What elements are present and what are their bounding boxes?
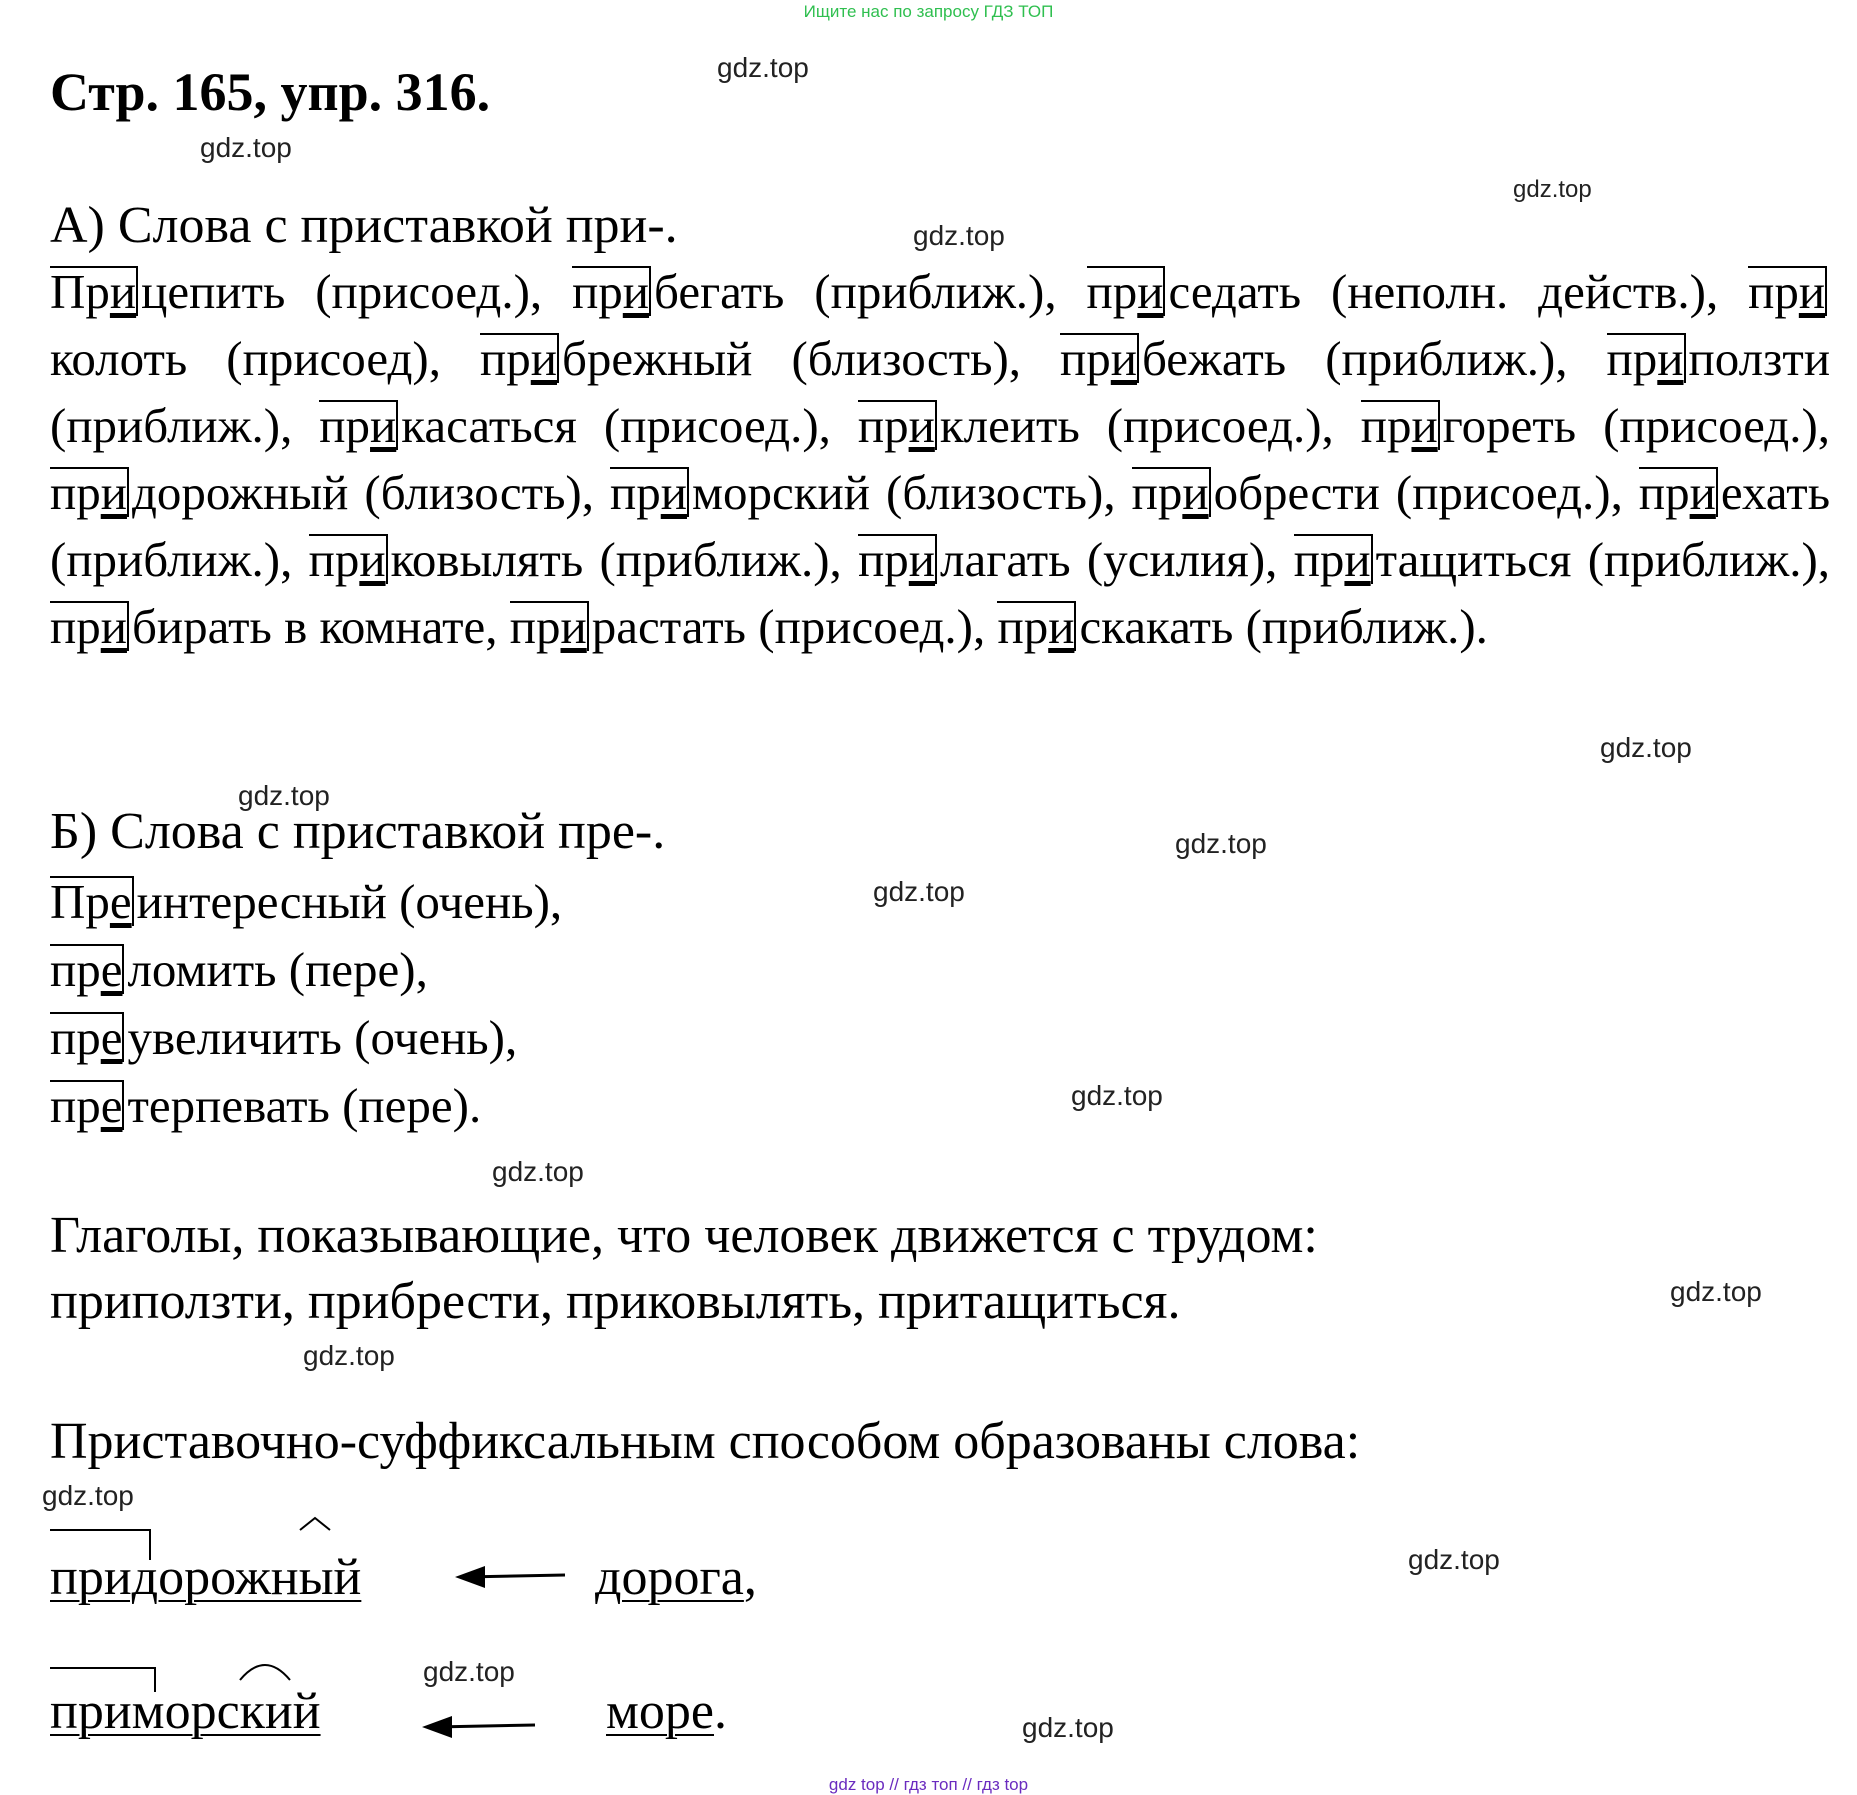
- section-b-line: [50, 1004, 517, 1071]
- derivation-heading: Приставочно-суффиксальным способом образованы слова:: [50, 1413, 1361, 1470]
- page-title: Стр. 165, упр. 316.: [50, 62, 491, 122]
- word-rest: ломить: [127, 942, 277, 997]
- word-rest: седать: [1168, 264, 1302, 319]
- word-entry: [1087, 264, 1719, 319]
- word-note: (близость): [364, 465, 582, 520]
- watermark: gdz.top: [1670, 1276, 1762, 1307]
- word-note: (усилия): [1086, 532, 1266, 587]
- prefix-vowel: и: [1137, 264, 1164, 319]
- word-note: (неполн. действ.): [1331, 264, 1706, 319]
- word-entry: [50, 1010, 517, 1065]
- footer-note: gdz top // гдз топ // гдз top: [828, 1775, 1029, 1794]
- word-note: (присоед.): [315, 264, 530, 319]
- word-sep: ,: [972, 599, 986, 654]
- derived-word-2-text: приморский: [50, 1683, 321, 1740]
- prefix-letters: пр: [308, 532, 360, 587]
- watermark: gdz.top: [42, 1480, 134, 1511]
- word-note: (приближ.): [1245, 599, 1476, 654]
- watermark: gdz.top: [492, 1156, 584, 1187]
- word-sep: ,: [1817, 532, 1831, 587]
- prefix-letters: пр: [50, 465, 101, 520]
- prefix-vowel: е: [100, 942, 123, 997]
- prefix-letters: пр: [1748, 264, 1799, 319]
- word-rest: бегать: [654, 264, 785, 319]
- word-rest: морский: [691, 465, 870, 520]
- word-entry: [610, 465, 1116, 520]
- word-note: (присоед.): [1395, 465, 1611, 520]
- word-entry: [572, 264, 1057, 319]
- prefix-vowel: и: [370, 398, 397, 453]
- word-note: (присоед): [226, 331, 429, 386]
- word-entry: [50, 264, 542, 319]
- word-rest: скакать: [1079, 599, 1234, 654]
- source-word-1-punct: ,: [743, 1549, 757, 1606]
- source-word-1: [595, 1548, 757, 1608]
- watermark: gdz.top: [1071, 1080, 1163, 1111]
- prefix-marked: [1606, 331, 1686, 386]
- word-entry: [1132, 465, 1623, 520]
- word-entry: [309, 532, 842, 587]
- prefix-vowel: и: [1689, 465, 1716, 520]
- section-b-line: [50, 936, 428, 1003]
- suffix-mark-icon: [300, 1518, 330, 1530]
- derivation-marks-1: [0, 1500, 600, 1620]
- word-entry: [480, 331, 1021, 386]
- prefix-marked: [50, 942, 124, 997]
- prefix-vowel: и: [908, 532, 936, 587]
- watermark: gdz.top: [200, 132, 292, 163]
- prefix-marked: [50, 1078, 124, 1133]
- word-rest: тащиться: [1375, 532, 1572, 587]
- word-sep: ,: [504, 1010, 518, 1065]
- watermark: gdz.top: [423, 1656, 515, 1687]
- prefix-vowel: и: [560, 599, 587, 654]
- watermark: gdz.top: [913, 220, 1005, 251]
- word-rest: бежать: [1142, 331, 1287, 386]
- word-note: (присоед.): [603, 398, 819, 453]
- prefix-vowel: и: [109, 264, 137, 319]
- verbs-line-1: Глаголы, показывающие, что человек движется с трудом:: [50, 1207, 1318, 1264]
- prefix-marked: [858, 532, 937, 587]
- watermark: gdz.top: [717, 52, 809, 83]
- word-rest: терпевать: [127, 1078, 330, 1133]
- word-rest: колоть: [50, 331, 188, 386]
- word-sep: ,: [415, 942, 428, 997]
- arrow-head-icon: [455, 1566, 485, 1588]
- prefix-letters: пр: [572, 264, 623, 319]
- search-hint-banner: Ищите нас по запросу ГДЗ ТОП: [803, 2, 1054, 21]
- word-sep: ,: [549, 874, 563, 929]
- word-rest: гореть: [1442, 398, 1577, 453]
- prefix-marked: [308, 532, 388, 587]
- word-note: (близость): [791, 331, 1009, 386]
- prefix-mark-icon: [50, 1530, 150, 1560]
- prefix-vowel: и: [359, 532, 386, 587]
- word-note: (пере): [288, 942, 416, 997]
- word-note: в комнате: [284, 599, 486, 654]
- prefix-marked: [1638, 465, 1718, 520]
- word-rest: ползти: [1688, 331, 1831, 386]
- word-entry: [1361, 398, 1830, 453]
- prefix-vowel: и: [1411, 398, 1438, 453]
- prefix-vowel: и: [908, 398, 935, 453]
- prefix-letters: пр: [509, 599, 561, 654]
- word-sep: ,: [829, 532, 842, 587]
- word-rest: бирать: [131, 599, 272, 654]
- prefix-marked: [610, 465, 689, 520]
- source-word-2-text: море: [606, 1683, 714, 1740]
- word-rest: лагать: [940, 532, 1071, 587]
- prefix-vowel: и: [1048, 599, 1075, 654]
- prefix-letters: пр: [319, 398, 371, 453]
- prefix-marked: [50, 599, 129, 654]
- verbs-line-2: приползти, прибрести, приковылять, притащиться.: [50, 1273, 1181, 1330]
- word-note: (приближ.): [50, 532, 281, 587]
- prefix-letters: пр: [1606, 331, 1658, 386]
- prefix-vowel: и: [530, 331, 557, 386]
- word-entry: [1294, 532, 1830, 587]
- word-sep: .: [468, 1078, 482, 1133]
- word-rest: ехать: [1720, 465, 1831, 520]
- prefix-letters: Пр: [50, 874, 110, 929]
- word-note: (присоед.): [1106, 398, 1322, 453]
- prefix-letters: пр: [50, 1010, 101, 1065]
- prefix-marked: [857, 398, 937, 453]
- word-note: (присоед.): [758, 599, 973, 654]
- watermark: gdz.top: [1600, 732, 1692, 763]
- prefix-marked: [572, 264, 651, 319]
- word-entry: [50, 465, 594, 520]
- word-sep: .: [1475, 599, 1488, 654]
- prefix-marked: [50, 1010, 124, 1065]
- word-sep: ,: [1265, 532, 1278, 587]
- word-sep: ,: [1817, 398, 1831, 453]
- prefix-marked: [1131, 465, 1211, 520]
- prefix-mark-icon: [50, 1668, 155, 1692]
- word-sep: ,: [1705, 264, 1719, 319]
- prefix-vowel: и: [100, 465, 127, 520]
- word-rest: касаться: [401, 398, 577, 453]
- section-a-heading: А) Слова с приставкой при-.: [50, 197, 678, 254]
- word-sep: ,: [1610, 465, 1623, 520]
- prefix-letters: пр: [50, 599, 101, 654]
- word-note: (приближ.): [1587, 532, 1818, 587]
- watermark: gdz.top: [1408, 1544, 1500, 1575]
- word-sep: ,: [529, 264, 543, 319]
- word-rest: обрести: [1213, 465, 1380, 520]
- derived-word-1-text: придорожный: [50, 1549, 362, 1606]
- prefix-marked: [1086, 264, 1166, 319]
- watermark: gdz.top: [1175, 828, 1267, 859]
- prefix-vowel: е: [100, 1010, 123, 1065]
- prefix-letters: пр: [857, 398, 909, 453]
- word-entry: [319, 398, 831, 453]
- word-sep: ,: [280, 398, 293, 453]
- word-rest: растать: [591, 599, 746, 654]
- prefix-marked: [509, 599, 589, 654]
- word-entry: [50, 1078, 481, 1133]
- source-word-2: [606, 1682, 727, 1742]
- word-rest: цепить: [141, 264, 286, 319]
- prefix-letters: пр: [1086, 264, 1138, 319]
- watermark: gdz.top: [1022, 1712, 1114, 1743]
- section-b-line: [50, 868, 562, 935]
- prefix-vowel: и: [622, 264, 650, 319]
- word-sep: ,: [1008, 331, 1022, 386]
- prefix-marked: [997, 599, 1076, 654]
- word-entry: [50, 874, 562, 929]
- prefix-letters: пр: [1131, 465, 1183, 520]
- prefix-letters: пр: [1360, 398, 1412, 453]
- prefix-marked: [480, 331, 559, 386]
- word-note: (очень): [399, 874, 550, 929]
- word-rest: дорожный: [131, 465, 349, 520]
- watermark: gdz.top: [238, 780, 330, 811]
- suffix-arc-icon: [240, 1665, 290, 1680]
- prefix-marked: [50, 874, 134, 929]
- watermark: gdz.top: [873, 876, 965, 907]
- prefix-vowel: и: [1344, 532, 1371, 587]
- prefix-marked: [319, 398, 398, 453]
- word-sep: ,: [485, 599, 498, 654]
- word-note: (пере): [342, 1078, 469, 1133]
- word-rest: клеить: [939, 398, 1080, 453]
- prefix-marked: [50, 264, 138, 319]
- word-entry: [1060, 331, 1567, 386]
- source-word-2-punct: .: [714, 1683, 727, 1740]
- section-b-line: [50, 1072, 481, 1139]
- word-rest: брежный: [562, 331, 753, 386]
- word-sep: ,: [581, 465, 594, 520]
- word-entry: [997, 599, 1487, 654]
- word-rest: увеличить: [127, 1010, 342, 1065]
- word-rest: ковылять: [390, 532, 584, 587]
- prefix-letters: Пр: [50, 264, 110, 319]
- word-note: (приближ.): [814, 264, 1045, 319]
- word-note: (близость): [886, 465, 1104, 520]
- prefix-vowel: и: [1110, 331, 1138, 386]
- word-note: (приближ.): [50, 398, 281, 453]
- word-entry: [858, 398, 1334, 453]
- watermark: gdz.top: [1513, 176, 1592, 203]
- word-note: (приближ.): [1325, 331, 1556, 386]
- word-sep: ,: [1555, 331, 1568, 386]
- prefix-vowel: е: [109, 874, 132, 929]
- prefix-letters: пр: [610, 465, 661, 520]
- word-note: (очень): [354, 1010, 505, 1065]
- prefix-vowel: и: [1798, 264, 1826, 319]
- word-sep: ,: [818, 398, 831, 453]
- prefix-letters: пр: [50, 942, 101, 997]
- prefix-vowel: е: [100, 1078, 123, 1133]
- prefix-marked: [50, 465, 129, 520]
- word-entry: [510, 599, 985, 654]
- prefix-vowel: и: [1657, 331, 1684, 386]
- prefix-letters: пр: [1638, 465, 1690, 520]
- prefix-letters: пр: [50, 1078, 101, 1133]
- prefix-marked: [1360, 398, 1440, 453]
- section-a-word-list: [50, 258, 1830, 660]
- prefix-letters: пр: [858, 532, 909, 587]
- word-sep: ,: [1044, 264, 1057, 319]
- prefix-letters: пр: [997, 599, 1049, 654]
- prefix-vowel: и: [1182, 465, 1209, 520]
- prefix-letters: пр: [480, 331, 531, 386]
- prefix-letters: пр: [1060, 331, 1111, 386]
- prefix-vowel: и: [100, 599, 127, 654]
- watermark: gdz.top: [303, 1340, 395, 1371]
- word-note: (приближ.): [599, 532, 830, 587]
- prefix-marked: [1748, 264, 1827, 319]
- word-rest: интересный: [136, 874, 387, 929]
- prefix-marked: [1060, 331, 1139, 386]
- section-b-heading: Б) Слова с приставкой пре-.: [50, 803, 666, 860]
- word-sep: ,: [280, 532, 293, 587]
- source-word-1-text: дорога: [595, 1549, 744, 1606]
- word-sep: ,: [1103, 465, 1116, 520]
- arrow-head-icon: [422, 1716, 452, 1738]
- prefix-marked: [1293, 532, 1373, 587]
- word-sep: ,: [1321, 398, 1334, 453]
- word-entry: [50, 599, 498, 654]
- word-entry: [858, 532, 1277, 587]
- word-sep: ,: [428, 331, 441, 386]
- prefix-vowel: и: [660, 465, 687, 520]
- word-note: (присоед.): [1603, 398, 1818, 453]
- word-entry: [50, 942, 428, 997]
- prefix-letters: пр: [1293, 532, 1345, 587]
